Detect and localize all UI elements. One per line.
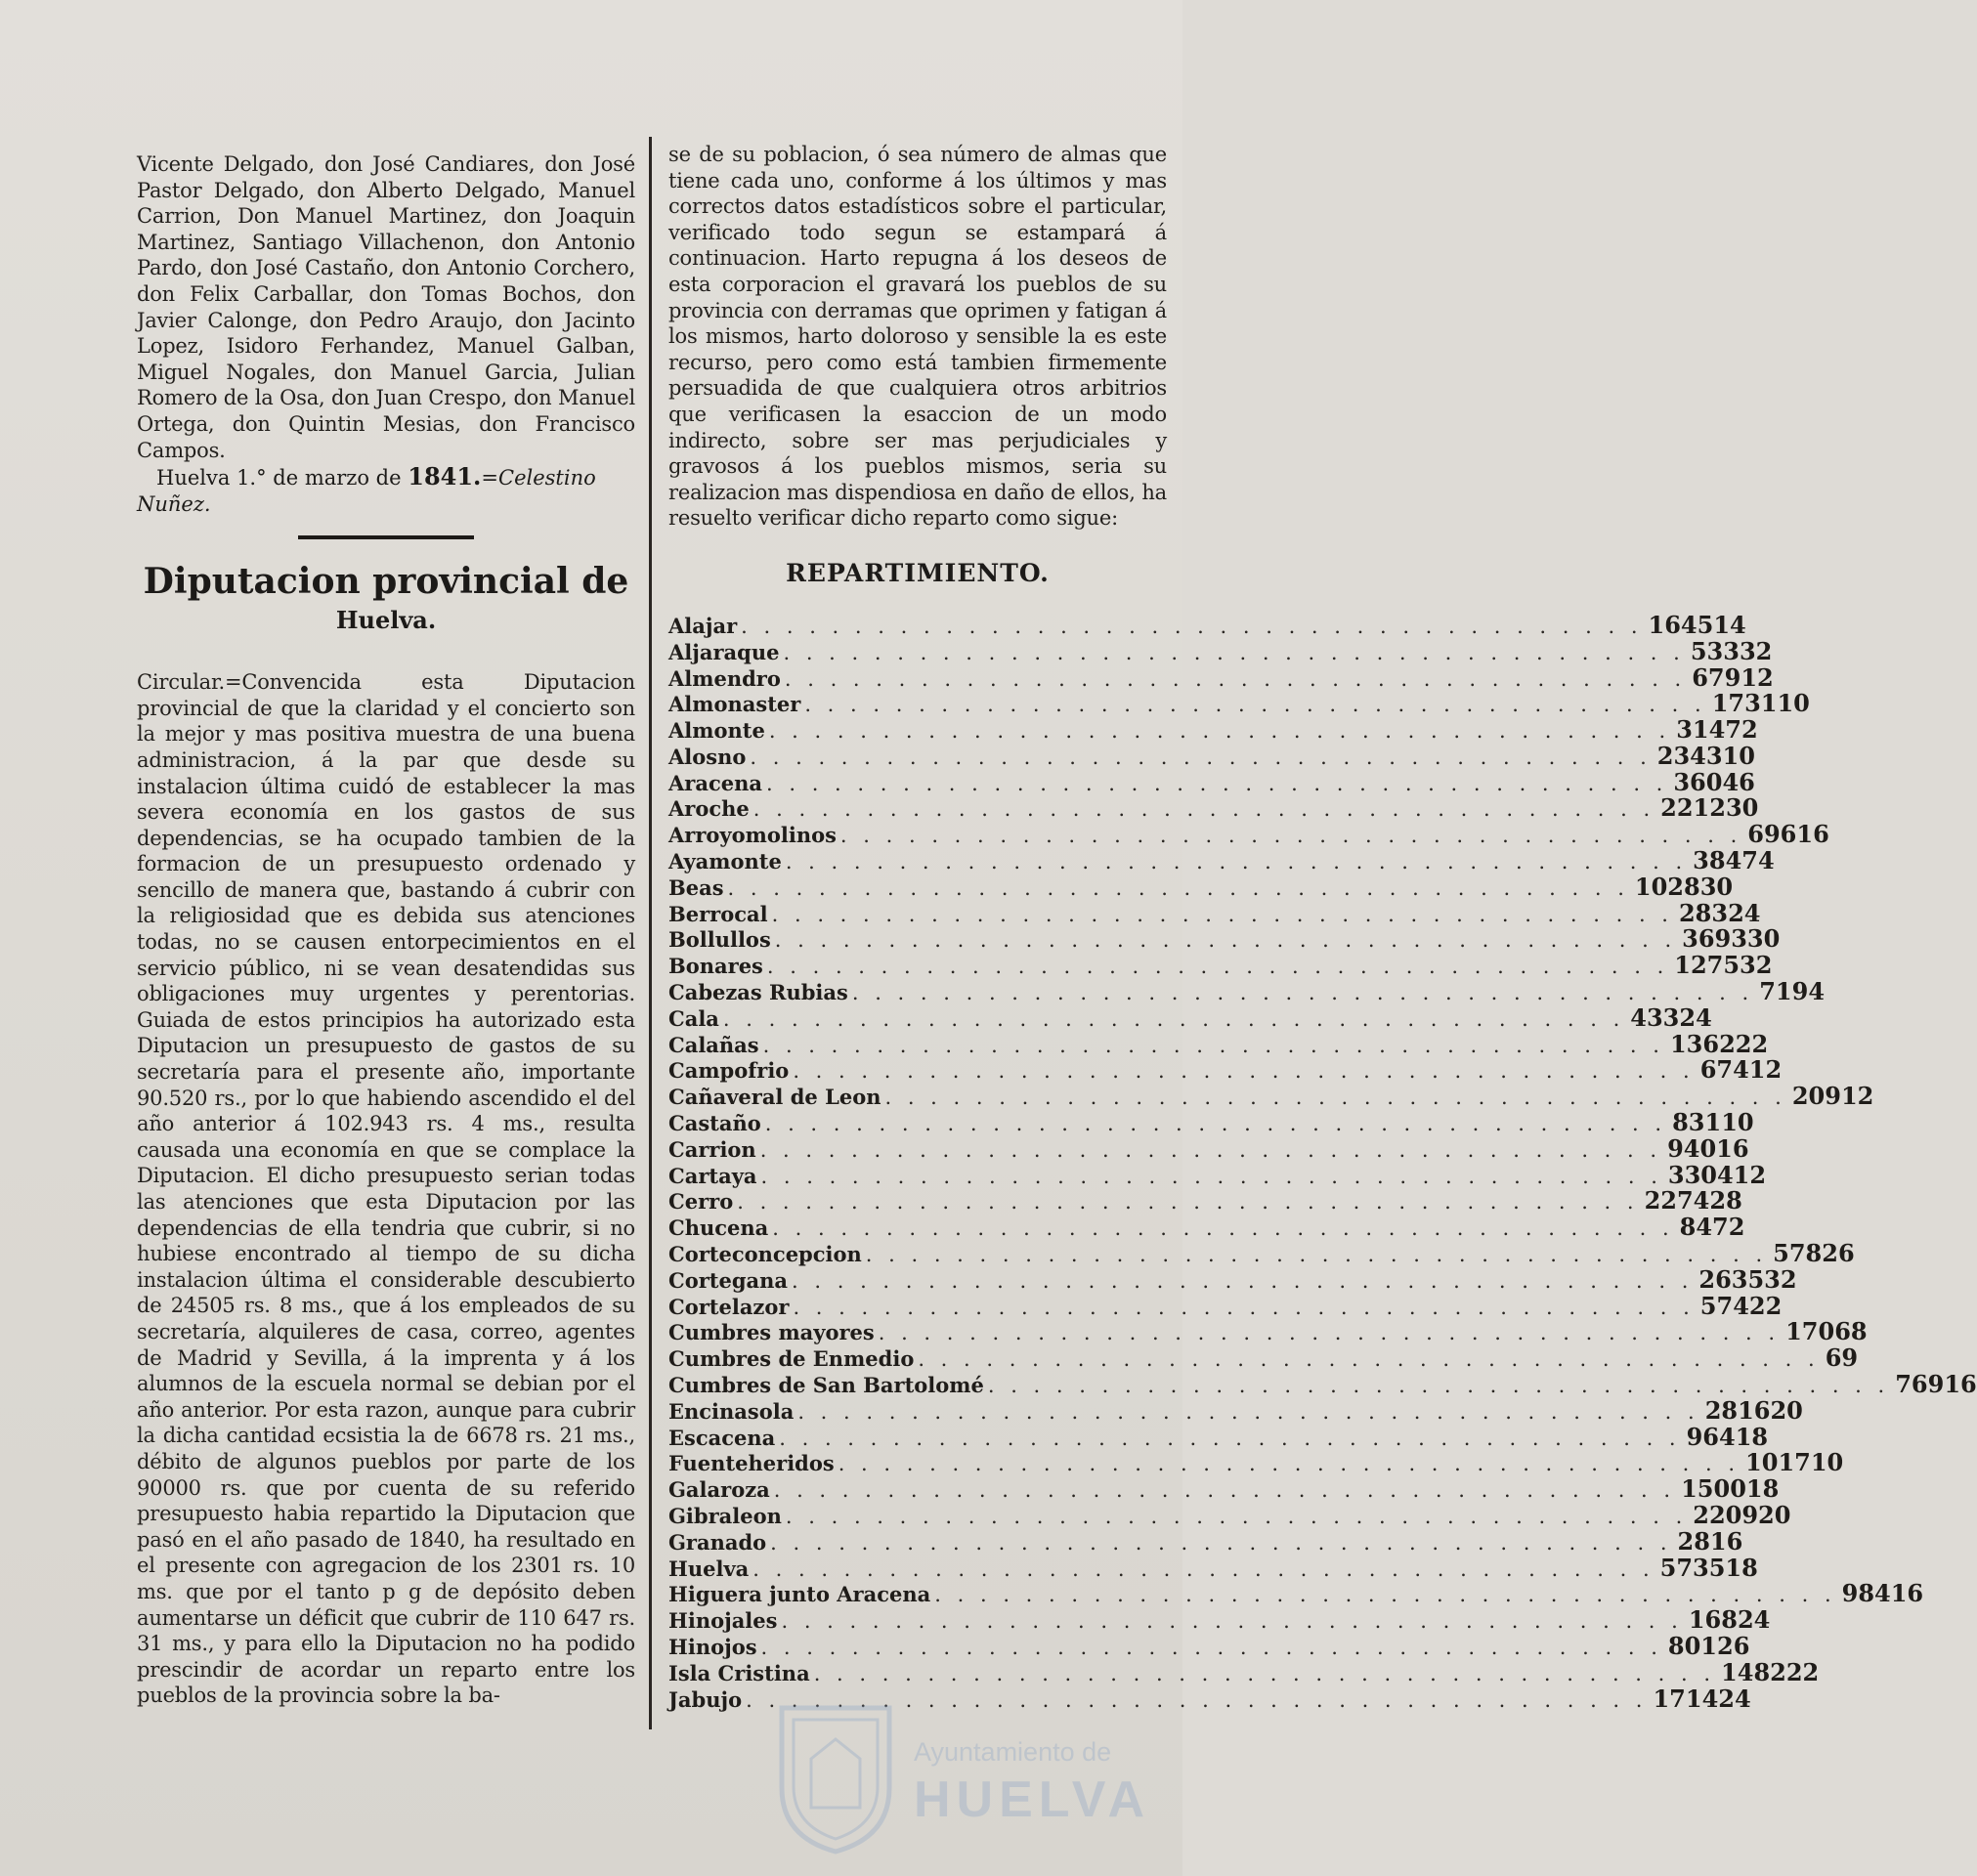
table-row: [668, 1186, 1742, 1215]
table-row: [668, 1264, 1797, 1294]
maravedis-amount: 10: [1777, 689, 1810, 718]
town-name: Jabujo: [668, 1686, 743, 1712]
reales-amount: 283: [1678, 898, 1729, 927]
town-name: Calañas: [668, 1032, 759, 1057]
leader-dots: . . . . . . . . . . . . . . . . . . . . . . . . . . . . . . . . . . . . . . . .: [884, 1086, 1786, 1110]
town-name: Carrion: [668, 1136, 756, 1162]
table-row: [668, 1474, 1780, 1504]
table-row: [668, 1343, 1859, 1373]
maravedis-amount: 6: [1739, 767, 1755, 796]
table-row: [668, 977, 1826, 1006]
table-row: [668, 1291, 1783, 1320]
reales-amount: 5735: [1659, 1553, 1726, 1582]
leader-dots: . . . . . . . . . . . . . . . . . . . . . . . . . . . . . . . . . . . . . . . .: [760, 1635, 1662, 1659]
reales-amount: 3304: [1667, 1160, 1734, 1189]
repartimiento-table: [668, 610, 1977, 1713]
table-row: [668, 898, 1761, 927]
table-row: [668, 1002, 1712, 1032]
leader-dots: . . . . . . . . . . . . . . . . . . . . . . . . . . . . . . . . . . . . . . . .: [766, 955, 1669, 979]
leader-dots: . . . . . . . . . . . . . . . . . . . . . . . . . . . . . . . . . . . . . . . .: [746, 1687, 1648, 1712]
town-name: Huelva: [668, 1556, 750, 1581]
town-name: Chucena: [668, 1215, 769, 1241]
leader-dots: . . . . . . . . . . . . . . . . . . . . . . . . . . . . . . . . . . . . . . . .: [783, 640, 1685, 664]
leader-dots: . . . . . . . . . . . . . . . . . . . . . . . . . . . . . . . . . . . . . . . .: [774, 928, 1677, 953]
reales-amount: 574: [1699, 1291, 1749, 1320]
maravedis-amount: 24: [1679, 1002, 1712, 1032]
table-row: [668, 636, 1773, 665]
reales-amount: 831: [1672, 1108, 1722, 1137]
table-row: [668, 1317, 1868, 1346]
town-name: Encinasola: [668, 1398, 795, 1424]
maravedis-amount: 10: [1721, 1108, 1754, 1137]
reales-amount: 1017: [1745, 1448, 1811, 1477]
reales-amount: 69: [1825, 1343, 1859, 1373]
reales-amount: 1362: [1669, 1029, 1736, 1058]
maravedis-amount: 4: [1757, 846, 1775, 875]
table-title: REPARTIMIENTO.: [786, 558, 1050, 587]
maravedis-amount: 24: [1737, 1605, 1771, 1635]
maravedis-amount: 12: [1840, 1082, 1874, 1111]
town-name: Almendro: [668, 665, 781, 691]
table-row: [668, 1029, 1769, 1058]
table-row: [668, 1395, 1803, 1425]
leader-dots: . . . . . . . . . . . . . . . . . . . . . . . . . . . . . . . . . . . . . . . .: [785, 850, 1688, 874]
table-row: [668, 1422, 1769, 1451]
maravedis-amount: 32: [1764, 1264, 1797, 1294]
reales-amount: 533: [1690, 636, 1740, 665]
maravedis-amount: 12: [1733, 1160, 1767, 1189]
reales-amount: 168: [1688, 1605, 1738, 1635]
table-row: [668, 924, 1781, 954]
reales-amount: 2212: [1660, 793, 1726, 823]
table-row: [668, 1526, 1743, 1556]
maravedis-amount: 10: [1722, 741, 1755, 770]
maravedis-amount: 24: [1718, 1684, 1751, 1713]
leader-dots: . . . . . . . . . . . . . . . . . . . . . . . . . . . . . . . . . . . . . . . .: [987, 1374, 1890, 1398]
town-name: Cabezas Rubias: [668, 980, 848, 1005]
leader-dots: . . . . . . . . . . . . . . . . . . . . . . . . . . . . . . . . . . . . . . . .: [768, 719, 1671, 744]
table-row: [668, 715, 1758, 745]
leader-dots: . . . . . . . . . . . . . . . . . . . . . . . . . . . . . . . . . . . . . . . .: [934, 1583, 1836, 1607]
leader-dots: . . . . . . . . . . . . . . . . . . . . . . . . . . . . . . . . . . . . . . . .: [918, 1347, 1820, 1372]
maravedis-amount: 18: [1725, 1553, 1758, 1582]
maravedis-amount: 10: [1810, 1448, 1844, 1477]
table-row: [668, 1370, 1977, 1399]
leader-dots: . . . . . . . . . . . . . . . . . . . . . . . . . . . . . . . . . . . . . . . .: [764, 1112, 1667, 1136]
table-row: [668, 793, 1759, 823]
reales-amount: 801: [1667, 1631, 1717, 1660]
reales-amount: 984: [1841, 1579, 1891, 1608]
maravedis-amount: 26: [1717, 1631, 1750, 1660]
town-name: Cortegana: [668, 1267, 789, 1293]
table-row: [668, 1579, 1924, 1608]
reales-amount: 2343: [1656, 741, 1723, 770]
left-column: [137, 151, 635, 1709]
reales-amount: 2635: [1698, 1264, 1765, 1294]
leader-dots: . . . . . . . . . . . . . . . . . . . . . . . . . . . . . . . . . . . . . . . .: [722, 1006, 1625, 1031]
town-name: Corteconcepcion: [668, 1242, 862, 1267]
maravedis-amount: 30: [1725, 793, 1759, 823]
town-name: Aljaraque: [668, 639, 780, 664]
town-name: Cortelazor: [668, 1294, 790, 1319]
table-row: [668, 1239, 1855, 1268]
leader-dots: . . . . . . . . . . . . . . . . . . . . . . . . . . . . . . . . . . . . . . . .: [779, 1426, 1681, 1450]
maravedis-amount: 22: [1735, 1029, 1769, 1058]
reales-amount: 1275: [1674, 951, 1741, 980]
table-row: [668, 951, 1773, 980]
leader-dots: . . . . . . . . . . . . . . . . . . . . . . . . . . . . . . . . . . . . . . . .: [766, 771, 1668, 795]
leader-dots: . . . . . . . . . . . . . . . . . . . . . . . . . . . . . . . . . . . . . . . .: [813, 1661, 1716, 1685]
maravedis-amount: 20: [1770, 1395, 1803, 1425]
town-name: Cumbres de Enmedio: [668, 1346, 915, 1372]
maravedis-amount: 32: [1739, 636, 1773, 665]
leader-dots: . . . . . . . . . . . . . . . . . . . . . . . . . . . . . . . . . . . . . . . .: [851, 981, 1754, 1005]
table-row: [668, 767, 1755, 796]
table-row: [668, 1553, 1758, 1582]
reales-amount: 209: [1791, 1082, 1841, 1111]
town-name: Bollullos: [668, 927, 771, 953]
reales-amount: 578: [1773, 1239, 1823, 1268]
maravedis-amount: 8: [1850, 1317, 1868, 1346]
town-name: Cumbres de San Bartolomé: [668, 1373, 984, 1398]
town-name: Ayamonte: [668, 849, 782, 874]
town-name: Cerro: [668, 1189, 734, 1215]
circular-paragraph: Circular.=Convencida esta Diputacion provincial de que la claridad y el concierto son la mejor y mas positiva muestra de una buena administracion, á la par que desde su instalacion última cuidó de establecer la mas severa economía en los gastos de sus dependencias, se ha ocupado tambien de la formacion de un presupuesto ordenado y sencillo de manera que, bastando á cubrir con la religiosidad que es debida sus atenciones todas, no se causen entorpecimientos en el servicio público, ni se vean desatendidas sus obligaciones muy urgentes y perentorias. Guiada de estos principios ha autorizado esta Diputacion un presupuesto de gastos de su secretaría para el presente año, importante 90.520 rs., por lo que habiendo ascendido el del año anterior á 102.943 rs. 4 ms., resulta causada una economía en que se complace la Diputacion. El dicho presupuesto serian todas las atenciones que esta Diputacion por las dependencias de ella tendria que cubrir, si no hubiese encontrado al tiempo de su dicha instalacion última el considerable descubierto de 24505 rs. 8 ms., que á los empleados de su secretaría, alquileres de casa, correo, agentes de Madrid y Sevilla, á la imprenta y á los alumnos de la escuela normal se debian por el año anterior. Por esta razon, aunque para cubrir la dicha cantidad ecsistia la de 6678 rs. 21 ms., débito de algunos pueblos por parte de los 90000 rs. que por cuenta de su referido presupuesto habia repartido la Diputacion que pasó en el año pasado de 1840, ha resultado en el presente con agregacion de los 2301 rs. 10 ms. que por el tanto p g de depósito deben aumentarse un déficit que cubrir de 110 647 rs. 31 ms., y para ello la Diputacion no ha podido prescindir de acordar un reparto entre los pueblos de la provincia sobre la ba-: [137, 670, 635, 1708]
town-name: Higuera junto Aracena: [668, 1582, 931, 1607]
town-name: Almonaster: [668, 692, 801, 717]
reales-amount: 2274: [1644, 1186, 1710, 1215]
table-row: [668, 1160, 1767, 1189]
reales-amount: 964: [1686, 1422, 1736, 1451]
leader-dots: . . . . . . . . . . . . . . . . . . . . . . . . . . . . . . . . . . . . . . . .: [741, 614, 1643, 638]
maravedis-amount: 30: [1699, 872, 1734, 901]
leader-dots: . . . . . . . . . . . . . . . . . . . . . . . . . . . . . . . . . . . . . . . .: [878, 1321, 1781, 1345]
leader-dots: . . . . . . . . . . . . . . . . . . . . . . . . . . . . . . . . . . . . . . . .: [770, 1530, 1672, 1555]
maravedis-amount: 4: [1808, 977, 1826, 1006]
town-name: Gibraleon: [668, 1504, 782, 1528]
maravedis-amount: 18: [1735, 1422, 1769, 1451]
reales-amount: 679: [1692, 662, 1741, 692]
leader-dots: . . . . . . . . . . . . . . . . . . . . . . . . . . . . . . . . . . . . . . . .: [752, 1556, 1655, 1581]
signatories-paragraph: Vicente Delgado, don José Candiares, don José Pastor Delgado, don Alberto Delgado, Manuel Carrion, Don Manuel Martinez, don Joaquin Martinez, Santiago Villachenon, don Antonio Pardo, don José Castaño, don Antonio Corchero, don Felix Carballar, don Tomas Bochos, don Javier Calonge, don Pedro Araujo, don Jacinto Lopez, Isidoro Ferhandez, Manuel Galban, Miguel Nogales, don Manuel Garcia, Julian Romero de la Osa, don Juan Crespo, don Manuel Ortega, don Quintin Mesias, don Francisco Campos.: [137, 152, 635, 462]
table-row: [668, 1631, 1750, 1660]
town-name: Aroche: [668, 796, 750, 822]
reales-amount: 2816: [1704, 1395, 1771, 1425]
table-row: [668, 1501, 1791, 1529]
leader-dots: . . . . . . . . . . . . . . . . . . . . . . . . . . . . . . . . . . . . . . . .: [759, 1137, 1662, 1162]
town-name: Bonares: [668, 954, 763, 979]
continued-paragraph: se de su poblacion, ó sea número de almas que tiene cada uno, conforme á los últimos y mas correctos datos estadísticos sobre el particular, verificado todo segun se estampará á continuacion. Harto repugna á los deseos de esta corporacion el gravará los pueblos de su provincia con derramas que oprimen y fatigan á los mismos, harto doloroso y sensible la es este recurso, pero como está tambien firmemente persuadida de que cualquiera otros arbitrios que verificasen la esaccion de un modo indirecto, sobre ser mas perjudiciales y gravosos á los pueblos mismos, seria su realizacion mas dispendiosa en daño de ellos, ha resuelto verificar dicho reparto como sigue:: [668, 143, 1167, 531]
town-name: Cartaya: [668, 1163, 757, 1188]
leader-dots: . . . . . . . . . . . . . . . . . . . . . . . . . . . . . . . . . . . . . . . .: [762, 1033, 1664, 1057]
town-name: Hinojos: [668, 1634, 757, 1659]
maravedis-amount: 22: [1748, 1291, 1783, 1320]
signatory-name: =Celestino Nuñez.: [137, 466, 596, 517]
town-name: Granado: [668, 1529, 767, 1555]
reales-amount: 719: [1759, 977, 1809, 1006]
leader-dots: . . . . . . . . . . . . . . . . . . . . . . . . . . . . . . . . . . . . . . . .: [771, 902, 1673, 926]
table-row: [668, 1133, 1749, 1163]
leader-dots: . . . . . . . . . . . . . . . . . . . . . . . . . . . . . . . . . . . . . . . .: [781, 1609, 1683, 1634]
reales-amount: 1714: [1653, 1684, 1719, 1713]
maravedis-amount: 20: [1758, 1501, 1791, 1529]
town-name: Arroyomolinos: [668, 823, 837, 848]
coat-of-arms-icon: [772, 1700, 899, 1856]
leader-dots: . . . . . . . . . . . . . . . . . . . . . . . . . . . . . . . . . . . . . . . .: [792, 1268, 1694, 1293]
maravedis-amount: 18: [1745, 1474, 1780, 1504]
leader-dots: . . . . . . . . . . . . . . . . . . . . . . . . . . . . . . . . . . . . . . . .: [737, 1190, 1639, 1215]
leader-dots: . . . . . . . . . . . . . . . . . . . . . . . . . . . . . . . . . . . . . . . .: [760, 1164, 1662, 1188]
table-row: [668, 741, 1755, 770]
maravedis-amount: 16: [1716, 1133, 1749, 1163]
town-name: Fuenteheridos: [668, 1451, 835, 1476]
leader-dots: . . . . . . . . . . . . . . . . . . . . . . . . . . . . . . . . . . . . . . . .: [785, 1505, 1688, 1528]
table-row: [668, 820, 1829, 849]
maravedis-amount: 24: [1728, 898, 1761, 927]
maravedis-amount: 12: [1741, 662, 1774, 692]
table-row: [668, 662, 1774, 692]
table-row: [668, 1055, 1783, 1085]
leader-dots: . . . . . . . . . . . . . . . . . . . . . . . . . . . . . . . . . . . . . . . .: [752, 797, 1655, 822]
maravedis-amount: 2: [1728, 1213, 1745, 1242]
reales-amount: 1645: [1648, 610, 1714, 639]
table-row: [668, 1657, 1820, 1686]
maravedis-amount: 30: [1746, 924, 1781, 954]
leader-dots: . . . . . . . . . . . . . . . . . . . . . . . . . . . . . . . . . . . . . . . .: [784, 666, 1687, 691]
table-row: [668, 1448, 1844, 1477]
section-heading: Diputacion provincial de: [143, 561, 629, 603]
town-name: Cumbres mayores: [668, 1320, 875, 1345]
leader-dots: . . . . . . . . . . . . . . . . . . . . . . . . . . . . . . . . . . . . . . . .: [865, 1243, 1768, 1267]
maravedis-amount: 16: [1890, 1579, 1924, 1608]
leader-dots: . . . . . . . . . . . . . . . . . . . . . . . . . . . . . . . . . . . . . . . .: [838, 1452, 1741, 1476]
reales-amount: 1482: [1721, 1657, 1786, 1686]
table-row: [668, 1213, 1745, 1242]
maravedis-amount: 6: [1726, 1526, 1743, 1556]
table-row: [668, 610, 1746, 639]
leader-dots: . . . . . . . . . . . . . . . . . . . . . . . . . . . . . . . . . . . . . . . .: [804, 693, 1706, 717]
reales-amount: 1731: [1711, 689, 1778, 718]
reales-amount: 1500: [1681, 1474, 1746, 1504]
watermark-line-1: Ayuntamiento de: [914, 1737, 1112, 1767]
town-name: Cañaveral de Leon: [668, 1085, 881, 1110]
maravedis-amount: 32: [1740, 951, 1773, 980]
archive-watermark: [772, 1700, 1163, 1866]
reales-amount: 674: [1699, 1055, 1749, 1085]
table-row: [668, 689, 1810, 718]
town-name: Beas: [668, 874, 724, 900]
place-date: Huelva 1.° de marzo de: [156, 466, 402, 490]
reales-amount: 3147: [1676, 715, 1741, 745]
town-name: Campofrio: [668, 1058, 790, 1084]
signature-line: [137, 463, 635, 518]
maravedis-amount: 22: [1785, 1657, 1820, 1686]
leader-dots: . . . . . . . . . . . . . . . . . . . . . . . . . . . . . . . . . . . . . . . .: [793, 1059, 1695, 1084]
town-name: Aracena: [668, 770, 762, 795]
maravedis-amount: 16: [1796, 820, 1829, 849]
maravedis-amount: 12: [1748, 1055, 1783, 1085]
reales-amount: 3604: [1673, 767, 1740, 796]
table-row: [668, 872, 1734, 901]
table-row: [668, 1108, 1754, 1137]
reales-amount: 3847: [1693, 846, 1758, 875]
town-name: Berrocal: [668, 901, 768, 926]
reales-amount: 3693: [1682, 924, 1747, 954]
reales-amount: 433: [1630, 1002, 1680, 1032]
maravedis-amount: 28: [1709, 1186, 1742, 1215]
leader-dots: . . . . . . . . . . . . . . . . . . . . . . . . . . . . . . . . . . . . . . . .: [727, 875, 1629, 900]
reales-amount: 281: [1677, 1526, 1727, 1556]
town-name: Alosno: [668, 744, 747, 769]
leader-dots: . . . . . . . . . . . . . . . . . . . . . . . . . . . . . . . . . . . . . . . .: [839, 824, 1742, 848]
table-row: [668, 1082, 1874, 1111]
section-subheading: Huelva.: [335, 606, 437, 635]
reales-amount: 696: [1747, 820, 1797, 849]
town-name: Galaroza: [668, 1477, 770, 1503]
reales-amount: 940: [1667, 1133, 1717, 1163]
reales-amount: 1706: [1785, 1317, 1851, 1346]
watermark-line-2: HUELVA: [914, 1771, 1151, 1828]
table-row: [668, 1605, 1771, 1635]
maravedis-amount: 2: [1741, 715, 1758, 745]
leader-dots: . . . . . . . . . . . . . . . . . . . . . . . . . . . . . . . . . . . . . . . .: [772, 1216, 1674, 1241]
maravedis-amount: 16: [1944, 1370, 1977, 1399]
leader-dots: . . . . . . . . . . . . . . . . . . . . . . . . . . . . . . . . . . . . . . . .: [750, 745, 1652, 769]
leader-dots: . . . . . . . . . . . . . . . . . . . . . . . . . . . . . . . . . . . . . . . .: [773, 1478, 1676, 1503]
leader-dots: . . . . . . . . . . . . . . . . . . . . . . . . . . . . . . . . . . . . . . . .: [797, 1399, 1699, 1424]
town-name: Escacena: [668, 1425, 776, 1450]
leader-dots: . . . . . . . . . . . . . . . . . . . . . . . . . . . . . . . . . . . . . . . .: [793, 1295, 1695, 1319]
year: 1841.: [408, 462, 482, 491]
town-name: Cala: [668, 1005, 719, 1031]
town-name: Alajar: [668, 613, 738, 638]
reales-amount: 1028: [1634, 872, 1700, 901]
table-row: [668, 846, 1775, 875]
reales-amount: 847: [1679, 1213, 1729, 1242]
reales-amount: 2209: [1693, 1501, 1759, 1529]
town-name: Almonte: [668, 718, 765, 744]
maravedis-amount: 14: [1713, 610, 1746, 639]
maravedis-amount: 26: [1822, 1239, 1855, 1268]
reales-amount: 769: [1895, 1370, 1945, 1399]
town-name: Hinojales: [668, 1608, 778, 1634]
column-divider: [649, 137, 652, 1729]
section-rule: [298, 535, 474, 539]
right-column: [668, 142, 1977, 1713]
town-name: Isla Cristina: [668, 1660, 810, 1685]
town-name: Castaño: [668, 1111, 761, 1136]
